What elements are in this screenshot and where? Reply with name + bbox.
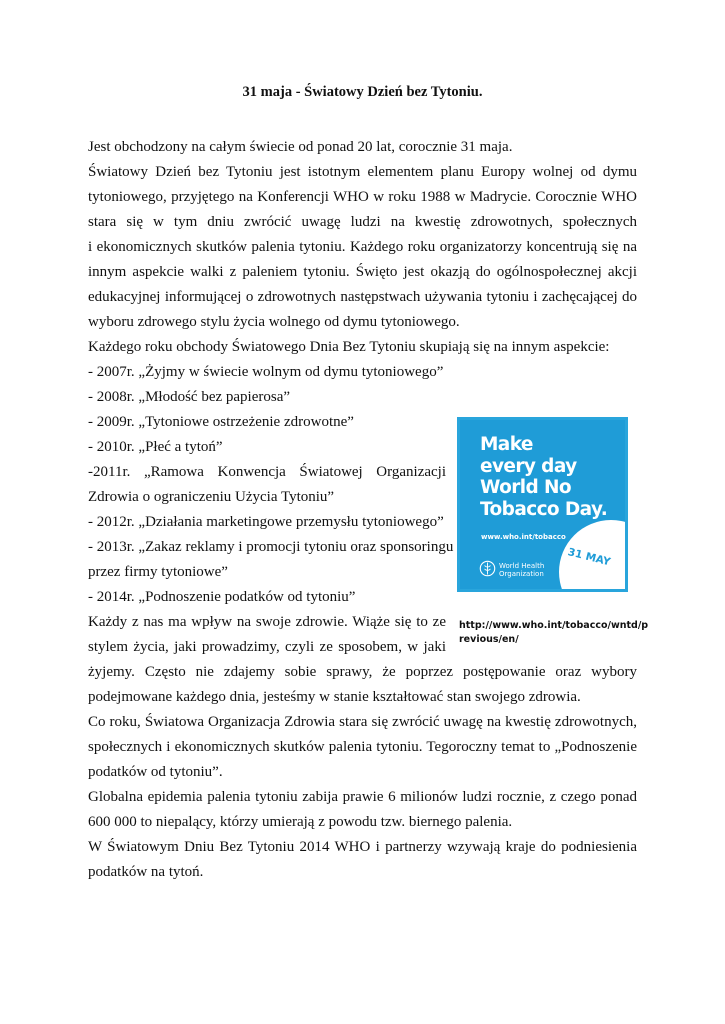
paragraph-line: Jest obchodzony na całym świecie od ponad 20 lat, corocznie 31 maja. [88,139,513,155]
list-item: - 2014r. „Podnoszenie podatków od tytoniu” [88,589,356,605]
poster-organization-line: World Health [499,562,545,570]
tobacco-day-poster [457,417,628,592]
paragraph-line: 600 000 to niepalący, którzy umierają z powodu tzw. biernego palenia. [88,814,513,830]
document-title: 31 maja - Światowy Dzień bez Tytoniu. [242,84,483,100]
paragraph-line: stara się w tym dniu zwrócić uwagę ludzi na kwestię zdrowotnych, społecznych [88,214,637,230]
image-source-caption [459,619,659,647]
paragraph-line: społecznych i ekonomicznych skutków palenia tytoniu. Tegoroczny temat to „Podnoszenie [88,739,637,755]
paragraph-line: stylem życia, jaki prowadzimy, czyli ze sposobem, w jaki [88,639,446,655]
caption-line: http://www.who.int/tobacco/wntd/p [459,620,649,631]
poster-card [460,420,625,589]
paragraph-line: tytoniowego, przyjętego na Konferencji WHO w roku 1988 w Madrycie. Corocznie WHO [88,189,637,205]
paragraph-line: W Światowym Dniu Bez Tytoniu 2014 WHO i partnerzy wzywają kraje do podniesienia [88,839,637,855]
paragraph-line: Każdy z nas ma wpływ na swoje zdrowie. Wiąże się to ze [88,614,446,630]
list-item-continuation: Zdrowia o ograniczeniu Użycia Tytoniu” [88,489,335,505]
poster-url: www.who.int/tobacco [481,533,566,541]
poster-headline-line: every day [480,455,577,477]
caption-line: revious/en/ [459,634,519,645]
poster-organization-line: Organization [499,570,544,578]
poster-organization [499,562,544,578]
paragraph-line: Każdego roku obchody Światowego Dnia Bez Tytoniu skupiają się na innym aspekcie: [88,339,610,355]
paragraph-line: podejmowane każdego dnia, jesteśmy w stanie kształtować stan swojego zdrowia. [88,689,581,705]
who-emblem-icon [479,560,496,577]
list-item: - 2008r. „Młodość bez papierosa” [88,389,291,405]
poster-headline-line: World No [480,477,571,498]
list-item: -2011r. „Ramowa Konwencja Światowej Organizacji [88,464,446,480]
list-item: - 2013r. „Zakaz reklamy i promocji tytoniu oraz sponsoringu [88,539,454,555]
list-item: - 2010r. „Płeć a tytoń” [88,439,223,455]
paragraph-line: podatków od tytoniu”. [88,764,223,780]
paragraph-line: wyboru zdrowego stylu życia wolnego od dymu tytoniowego. [88,314,460,330]
list-item: - 2012r. „Działania marketingowe przemysłu tytoniowego” [88,514,444,530]
poster-date: 31 MAY [566,546,612,569]
paragraph-line: innym aspekcie walki z paleniem tytoniu. Święto jest okazją do ogólnospołecznej akcji [88,264,637,280]
poster-headline [480,434,607,520]
list-item: - 2009r. „Tytoniowe ostrzeżenie zdrowotne” [88,414,354,430]
poster-headline-line: Make [480,434,533,455]
paragraph-line: Światowy Dzień bez Tytoniu jest istotnym elementem planu Europy wolnej od dymu [88,164,637,180]
paragraph-line: Co roku, Światowa Organizacja Zdrowia stara się zwrócić uwagę na kwestię zdrowotnych, [88,714,637,730]
list-item-continuation: przez firmy tytoniowe” [88,564,228,580]
paragraph-line: żyjemy. Często nie zdajemy sobie sprawy, że poprzez postępowanie oraz wybory [88,664,637,680]
paragraph-line: edukacyjnej informującej o zdrowotnych następstwach używania tytoniu i zachęcającej do [88,289,637,305]
poster-headline-line: Tobacco Day. [480,498,608,520]
list-item: - 2007r. „Żyjmy w świecie wolnym od dymu tytoniowego” [88,364,444,380]
paragraph-line: Globalna epidemia palenia tytoniu zabija prawie 6 milionów ludzi rocznie, z czego ponad [88,789,637,805]
paragraph-line: podatków na tytoń. [88,864,204,880]
paragraph-line: i ekonomicznych skutków palenia tytoniu. Każdego roku organizatorzy koncentrują się na [88,239,637,255]
